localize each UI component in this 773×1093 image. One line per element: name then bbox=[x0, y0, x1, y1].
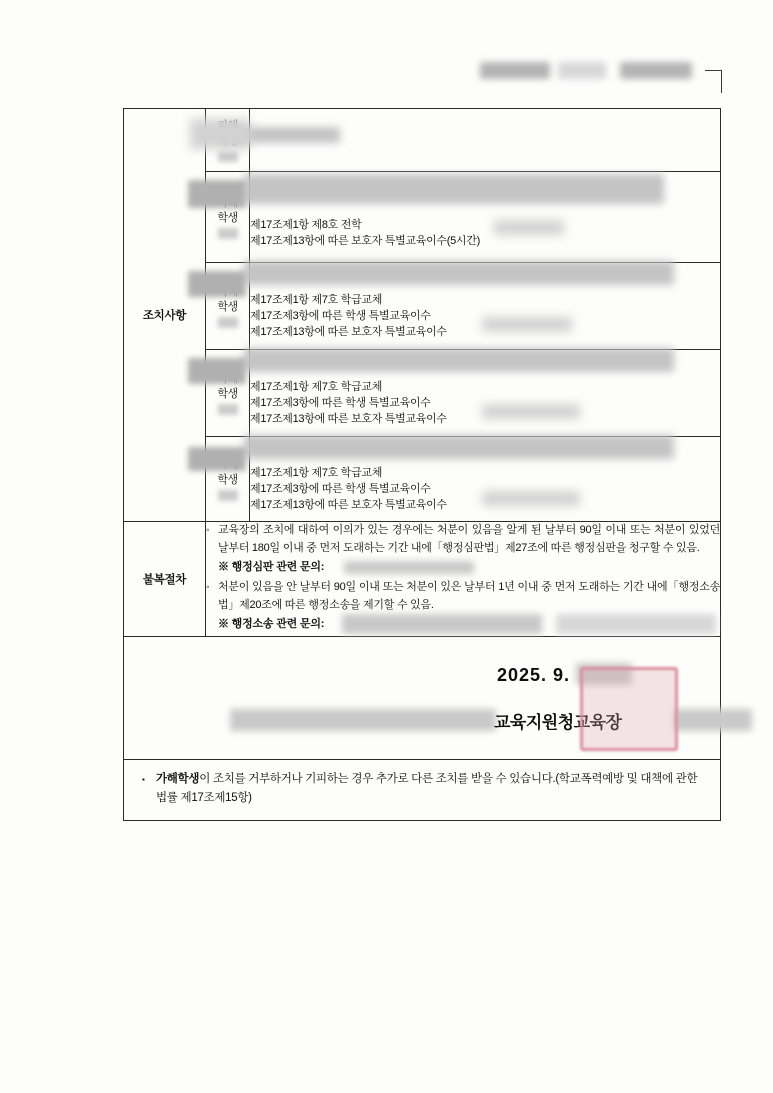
redaction-block bbox=[218, 151, 238, 162]
table-row bbox=[124, 109, 721, 172]
issuer-title: 교육지원청교육장 bbox=[494, 713, 622, 732]
official-seal-stamp bbox=[580, 667, 678, 751]
redaction-block bbox=[218, 490, 238, 501]
footer-note-text bbox=[156, 770, 706, 808]
bullet-icon: ◦ bbox=[206, 582, 210, 593]
appeal-row bbox=[124, 522, 721, 637]
appeal-item-2-text: 처분이 있음을 안 날부터 90일 이내 또는 처분이 있은 날부터 1년 이내 중 먼저 도래하는 기간 내에「행정소송법」제20조에 따른 행정소송을 제기할 수 있음. bbox=[218, 581, 720, 611]
issue-date: 2025. 9. bbox=[496, 665, 570, 685]
redaction-block bbox=[218, 317, 238, 328]
measure-line: 제17조제13항에 따른 보호자 특별교육이수 bbox=[250, 413, 447, 425]
redaction-block bbox=[218, 404, 238, 415]
header-redaction-group bbox=[480, 58, 715, 84]
redaction-block bbox=[674, 709, 752, 731]
redaction-block bbox=[494, 220, 564, 235]
redaction-block bbox=[482, 404, 580, 419]
redaction-block bbox=[230, 709, 496, 731]
table-row bbox=[124, 172, 721, 263]
redaction-block bbox=[342, 614, 542, 634]
measure-line: 제17조제3항에 따른 학생 특별교육이수 bbox=[250, 310, 431, 322]
measure-line: 제17조제3항에 따른 학생 특별교육이수 bbox=[250, 397, 431, 409]
signature-cell bbox=[124, 637, 721, 760]
measure-line: 제17조제1항 제7호 학급교체 bbox=[250, 467, 383, 479]
redaction-block bbox=[620, 62, 692, 79]
redaction-block bbox=[558, 62, 606, 79]
appeal-label: 불복절차 bbox=[142, 574, 187, 586]
appeal-item-1-text: 교육장의 조치에 대하여 이의가 있는 경우에는 처분이 있음을 알게 된 날부터 90일 이내 또는 처분이 있었던 날부터 180일 이내 중 먼저 도래하는 기간 내에「행정심판법」제27조에 따른 행정심판을 청구할 수 있음. bbox=[218, 524, 720, 554]
footer-note-strong: 가해학생 bbox=[156, 773, 200, 785]
appeal-note-2: ※ 행정소송 관련 문의: bbox=[206, 616, 720, 633]
measures-table bbox=[123, 108, 721, 821]
appeal-item-2 bbox=[206, 579, 720, 614]
redaction-block bbox=[218, 228, 238, 239]
appeal-item-1 bbox=[206, 522, 720, 557]
redaction-block bbox=[190, 119, 250, 149]
square-bullet-icon: ▪ bbox=[142, 775, 145, 784]
appeal-note-1: ※ 행정심판 관련 문의: bbox=[206, 559, 720, 576]
row-content-cell bbox=[250, 263, 721, 350]
measure-line: 제17조제1항 제8호 전학 bbox=[250, 219, 362, 231]
measure-line: 제17조제13항에 따른 보호자 특별교육이수(5시간) bbox=[250, 235, 480, 247]
redaction-block bbox=[244, 261, 674, 285]
footer-note bbox=[142, 770, 706, 808]
measure-line: 제17조제1항 제7호 학급교체 bbox=[250, 381, 383, 393]
redaction-block bbox=[482, 317, 572, 332]
redaction-block bbox=[556, 614, 716, 634]
table-row bbox=[124, 350, 721, 437]
table-row bbox=[124, 437, 721, 522]
redaction-block bbox=[244, 174, 664, 204]
row-subject-line2: 학생 bbox=[217, 473, 238, 486]
measure-line: 제17조제3항에 따른 학생 특별교육이수 bbox=[250, 483, 431, 495]
issuer-line bbox=[224, 709, 694, 735]
row-subject-line2: 학생 bbox=[217, 387, 238, 400]
footer-cell bbox=[124, 760, 721, 821]
appeal-content-cell bbox=[206, 522, 721, 637]
redaction-block bbox=[344, 561, 474, 574]
footer-row bbox=[124, 760, 721, 821]
row-subject-line2: 학생 bbox=[217, 211, 238, 224]
page-corner-mark bbox=[705, 70, 722, 93]
row-content-cell bbox=[250, 109, 721, 172]
measure-line: 제17조제13항에 따른 보호자 특별교육이수 bbox=[250, 326, 447, 338]
redaction-block bbox=[244, 348, 674, 372]
bullet-icon: ◦ bbox=[206, 525, 210, 536]
row-content-cell bbox=[250, 350, 721, 437]
redaction-block bbox=[482, 491, 580, 506]
row-content-cell bbox=[250, 437, 721, 522]
row-subject-line2: 학생 bbox=[217, 300, 238, 313]
row-content-cell bbox=[250, 172, 721, 263]
redaction-block bbox=[188, 358, 246, 384]
signature-row bbox=[124, 637, 721, 760]
appeal-label-cell bbox=[124, 522, 206, 637]
measure-line: 제17조제13항에 따른 보호자 특별교육이수 bbox=[250, 499, 447, 511]
measure-line: 제17조제1항 제7호 학급교체 bbox=[250, 294, 383, 306]
redaction-block bbox=[188, 271, 246, 297]
redaction-block bbox=[188, 180, 246, 208]
redaction-block bbox=[188, 447, 246, 471]
footer-note-rest: 이 조치를 거부하거나 기피하는 경우 추가로 다른 조치를 받을 수 있습니다.(학교폭력예방 및 대책에 관한 법률 제17조제15항) bbox=[156, 773, 698, 804]
redaction-block bbox=[480, 62, 550, 79]
redaction-block bbox=[244, 435, 674, 459]
measures-label: 조치사항 bbox=[142, 310, 187, 322]
table-row bbox=[124, 263, 721, 350]
